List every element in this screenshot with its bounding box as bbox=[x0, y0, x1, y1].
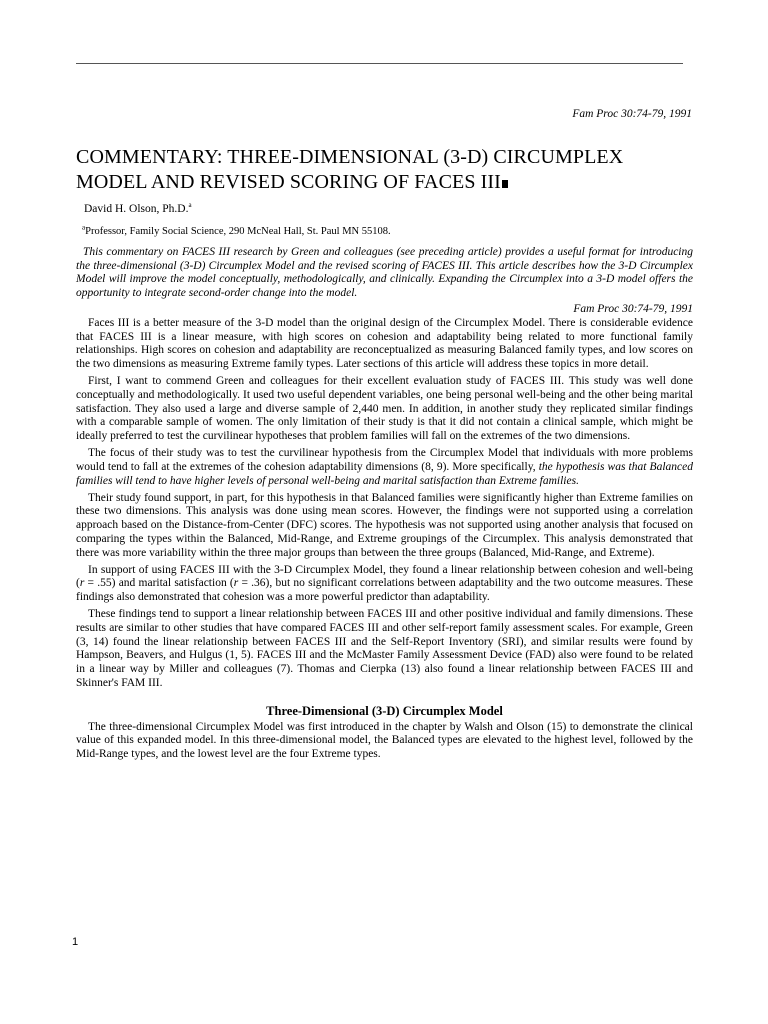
body-paragraph-2: First, I want to commend Green and colleagues for their excellent evaluation study of FACES III. This study was well done conceptually and methodologically. It used two useful dependent variables, one being personal well-being and the other being marital satisfaction. They also used a large and diverse sample of 2,440 men. In addition, in another study they replicated similar findings with a comparable sample of women. The only limitation of their study is that it did not contain a clinical sample, which might be ideally preferred to test the curvilinear hypotheses that problem families will fall on the extremes of the two dimensions. bbox=[76, 375, 693, 442]
affiliation-text: Professor, Family Social Science, 290 McNeal Hall, St. Paul MN 55108. bbox=[85, 226, 391, 237]
section-heading: Three-Dimensional (3-D) Circumplex Model bbox=[266, 703, 503, 718]
author-line bbox=[84, 201, 693, 217]
author-name: David H. Olson, Ph.D. bbox=[84, 203, 189, 215]
affiliation-superscript: a bbox=[82, 223, 86, 232]
body-paragraph-7: The three-dimensional Circumplex Model was first introduced in the chapter by Walsh and Olson (15) to demonstrate the clinical value of this expanded model. In this three-dimensional model, the Balanced types are elevated to the highest level, followed by the Mid-Range types, and the lowest level are the four Extreme types. bbox=[76, 720, 693, 760]
paragraph-5-text-b: = .55) and marital satisfaction ( bbox=[84, 577, 234, 590]
abstract-citation: Fam Proc 30:74-79, 1991 bbox=[573, 302, 693, 315]
header-rule bbox=[76, 63, 683, 64]
article-title bbox=[76, 145, 693, 195]
journal-citation-header: Fam Proc 30:74-79, 1991 bbox=[572, 108, 692, 120]
page-number: 1 bbox=[72, 936, 79, 948]
author-superscript: a bbox=[188, 201, 192, 210]
article-content bbox=[76, 145, 693, 765]
body-paragraph-3 bbox=[76, 447, 693, 488]
paragraph-3-text: The focus of their study was to test the curvilinear hypothesis from the Circumplex Model that individuals with more problems would tend to fall at the extremes of the cohesion adaptability dimensions (8, 9). More specifically, bbox=[76, 447, 693, 473]
article-title-text: COMMENTARY: THREE-DIMENSIONAL (3-D) CIRCUMPLEX MODEL AND REVISED SCORING OF FACES III bbox=[76, 146, 624, 193]
author-affiliation bbox=[82, 225, 693, 239]
body-paragraph-1: Faces III is a better measure of the 3-D model than the original design of the Circumplex Model. There is considerable evidence that FACES III is a linear measure, with high scores on cohesion and adaptability being related to more functional family relationships. High scores on cohesion and adaptability are reconceptualized as measuring Balanced family types, and low scores on the two dimensions as measuring Extreme family types. Later sections of this article will address these topics in more detail. bbox=[76, 316, 693, 370]
body-paragraph-5 bbox=[76, 564, 693, 605]
body-paragraph-6: These findings tend to support a linear relationship between FACES III and other positive individual and family dimensions. These results are similar to other studies that have compared FACES III and other self-report family assessment scales. For example, Green (3, 14) found the linear relationship between FACES III and the Self-Report Inventory (SRI), and similar results were found by Hampson, Beavers, and Hulgus (1, 5). FACES III and the McMaster Family Assessment Device (FAD) also were found to be related in a linear way by Miller and colleagues (7). Thomas and Cierpka (13) also found a linear relationship between FACES III and Skinner's FAM III. bbox=[76, 608, 693, 689]
correlation-symbol-2: r bbox=[233, 577, 239, 590]
correlation-symbol-1: r bbox=[79, 577, 85, 590]
abstract: This commentary on FACES III research by Green and colleagues (see preceding article) provides a useful format for introducing the three-dimensional (3-D) Circumplex Model and the revised scoring of FACES III. This article describes how the 3-D Circumplex Model will improve the model conceptually, methodologically, and clinically. Expanding the Circumplex into a 3-D model offers the opportunity to integrate second-order change into the model. bbox=[76, 246, 693, 300]
hypothesis-emphasis: the hypothesis was that Balanced families will tend to have higher levels of personal well-being and marital satisfaction than Extreme families. bbox=[76, 460, 693, 487]
paragraph-5-text-a: In support of using FACES III with the 3-D Circumplex Model, they found a linear relationship between cohesion and well-being ( bbox=[76, 563, 693, 590]
paragraph-5-text-c: = .36), but no significant correlations between adaptability and the two outcome measures. These findings also demonstrated that cohesion was a more powerful predictor than adaptability. bbox=[76, 577, 693, 604]
title-end-mark bbox=[502, 180, 508, 188]
body-paragraph-4: Their study found support, in part, for this hypothesis in that Balanced families were significantly higher than Extreme families on these two dimensions. This analysis was done using mean scores. However, the findings were not supported using a correlation approach based on the Distance-from-Center (DFC) scores. The hypothesis was not supported using another analysis that focused on comparing the types within the Balanced, Mid-Range, and Extreme groupings of the Circumplex. This analysis demonstrated that there was more variability within the three major groups than between the three groups (Balanced, Mid-Range, and Extreme). bbox=[76, 491, 693, 559]
